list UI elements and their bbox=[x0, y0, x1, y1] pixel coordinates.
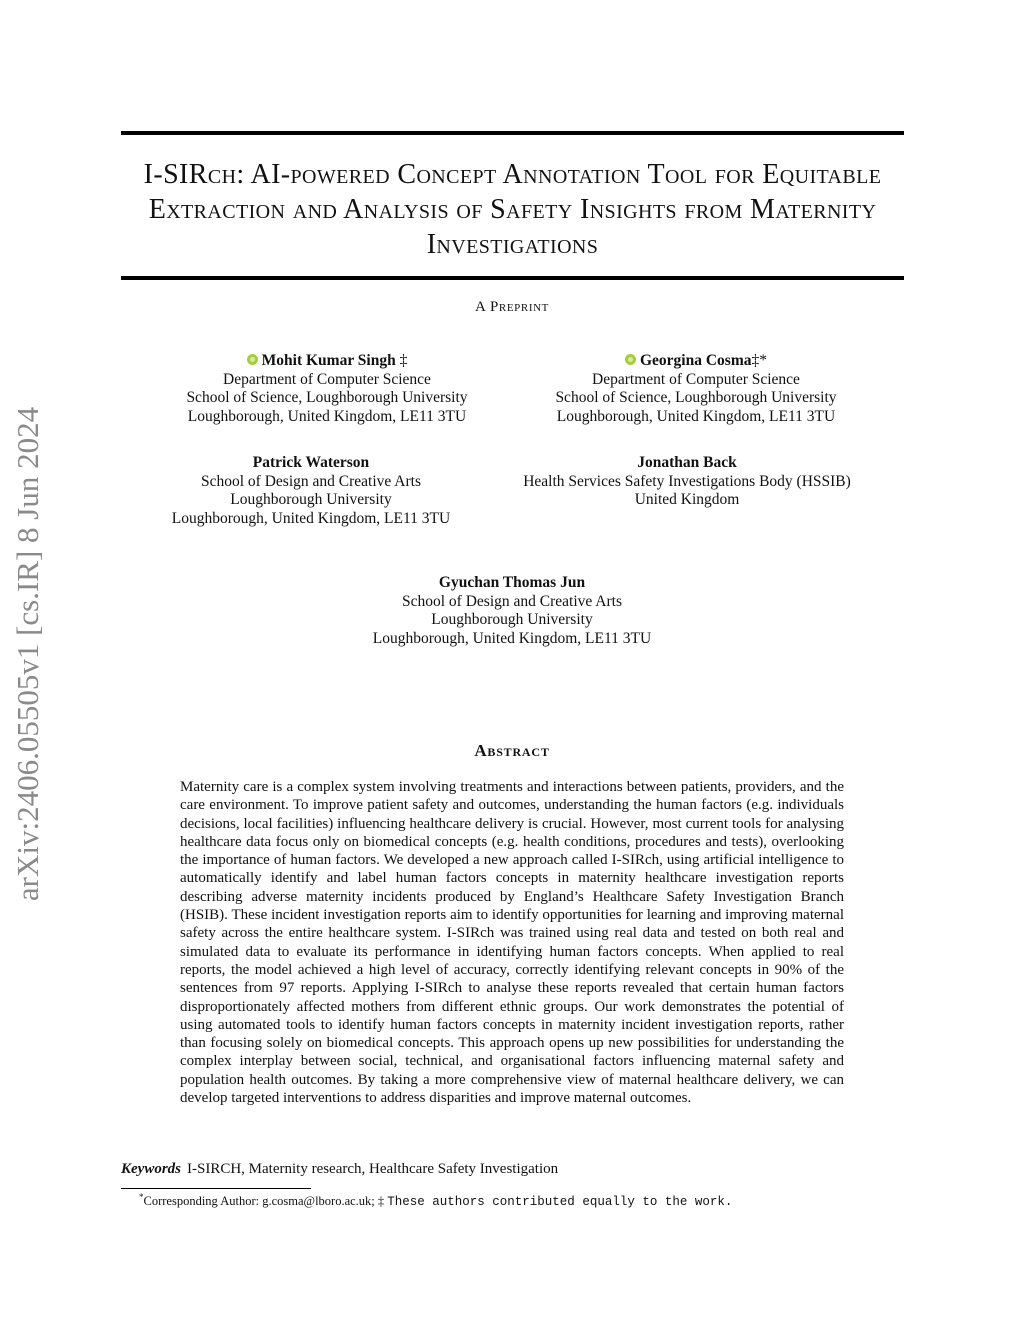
footnote-dagger: ‡ bbox=[377, 1194, 385, 1209]
orcid-icon[interactable] bbox=[247, 354, 258, 365]
affiliation-line: Department of Computer Science bbox=[592, 370, 800, 388]
author-name: Jonathan Back bbox=[637, 454, 737, 471]
title-rule-bottom bbox=[121, 276, 904, 280]
equal-contribution-note: These authors contributed equally to the work. bbox=[387, 1195, 733, 1210]
title-rule-top bbox=[121, 131, 904, 135]
keywords-text: I-SIRCH, Maternity research, Healthcare Safety Investigation bbox=[187, 1161, 559, 1177]
affiliation-line: United Kingdom bbox=[634, 491, 740, 508]
author-marks: ‡* bbox=[751, 352, 767, 369]
paper-title: I-SIRch: AI-powered Concept Annotation Tool for Equitable Extraction and Analysis of Safety Insights from Maternity Investigations bbox=[143, 159, 882, 260]
author-block bbox=[312, 574, 712, 648]
footnote-star: * bbox=[139, 1192, 144, 1202]
affiliation-line: Loughborough, United Kingdom, LE11 3TU bbox=[372, 629, 652, 647]
affiliation-line: School of Science, Loughborough University bbox=[186, 389, 468, 406]
affiliation-line: Department of Computer Science bbox=[223, 370, 431, 388]
footnote bbox=[139, 1192, 732, 1209]
affiliation-line: School of Design and Creative Arts bbox=[402, 592, 622, 610]
author-block bbox=[487, 454, 887, 510]
arxiv-id: arXiv:2406.05505v1 [cs.IR] 8 Jun 2024 bbox=[10, 406, 46, 902]
affiliation-line: Loughborough, United Kingdom, LE11 3TU bbox=[556, 407, 836, 425]
author-name: Mohit Kumar Singh bbox=[261, 352, 396, 369]
author-block bbox=[121, 454, 501, 528]
affiliation-line: Loughborough, United Kingdom, LE11 3TU bbox=[171, 509, 451, 527]
affiliation-line: Loughborough University bbox=[230, 491, 392, 508]
affiliation-line: Health Services Safety Investigations Body (HSSIB) bbox=[523, 472, 851, 490]
affiliation-line: School of Design and Creative Arts bbox=[201, 472, 421, 490]
keywords-label: Keywords bbox=[121, 1161, 181, 1177]
author-name: Patrick Waterson bbox=[252, 454, 370, 471]
abstract-text: Maternity care is a complex system involving treatments and interactions between patients, providers, and the care environment. To improve patient safety and outcomes, understanding the human factors (e.g. individuals decisions, local facilities) influencing healthcare delivery is crucial. However, most current tools for analysing healthcare data focus only on biomedical concepts (e.g. health conditions, procedures and tests), overlooking the importance of human factors. We developed a new approach called I-SIRch, using artificial intelligence to automatically identify and label human factors concepts in maternity healthcare investigation reports describing adverse maternity incidents produced by England’s Healthcare Safety Investigation Branch (HSIB). These incident investigation reports aim to identify opportunities for learning and improving maternal safety across the entire healthcare system. I-SIRch was trained using real data and tested on both real and simulated data to evaluate its performance in identifying human factors concepts. When applied to real reports, the model achieved a high level of accuracy, correctly identifying relevant concepts in 90% of the sentences from 97 reports. Applying I-SIRch to analyse these reports revealed that certain human factors disproportionately affected mothers from different ethnic groups. Our work demonstrates the potential of using automated tools to identify human factors concepts in maternity incident investigation reports, rather than focusing solely on biomedical concepts. This approach opens up new possibilities for understanding the complex interplay between social, technical, and organisational factors influencing maternal safety and population health outcomes. By taking a more comprehensive view of maternal healthcare delivery, we can develop targeted interventions to address disparities and improve maternal outcomes. bbox=[180, 779, 844, 1107]
preprint-label: A Preprint bbox=[475, 299, 549, 315]
affiliation-line: Loughborough University bbox=[431, 611, 593, 628]
footnote-rule bbox=[121, 1188, 311, 1189]
keywords bbox=[121, 1161, 558, 1178]
author-block bbox=[137, 352, 517, 426]
abstract-heading: Abstract bbox=[474, 741, 550, 760]
affiliation-line: Loughborough, United Kingdom, LE11 3TU bbox=[187, 407, 467, 425]
author-block bbox=[506, 352, 886, 426]
orcid-icon[interactable] bbox=[625, 354, 636, 365]
author-name: Georgina Cosma bbox=[639, 352, 752, 369]
affiliation-line: School of Science, Loughborough University bbox=[555, 389, 837, 406]
corresponding-author: Corresponding Author: g.cosma@lboro.ac.uk; bbox=[143, 1194, 375, 1209]
arxiv-watermark bbox=[4, 380, 52, 928]
author-marks: ‡ bbox=[395, 352, 408, 369]
author-name: Gyuchan Thomas Jun bbox=[438, 574, 586, 591]
